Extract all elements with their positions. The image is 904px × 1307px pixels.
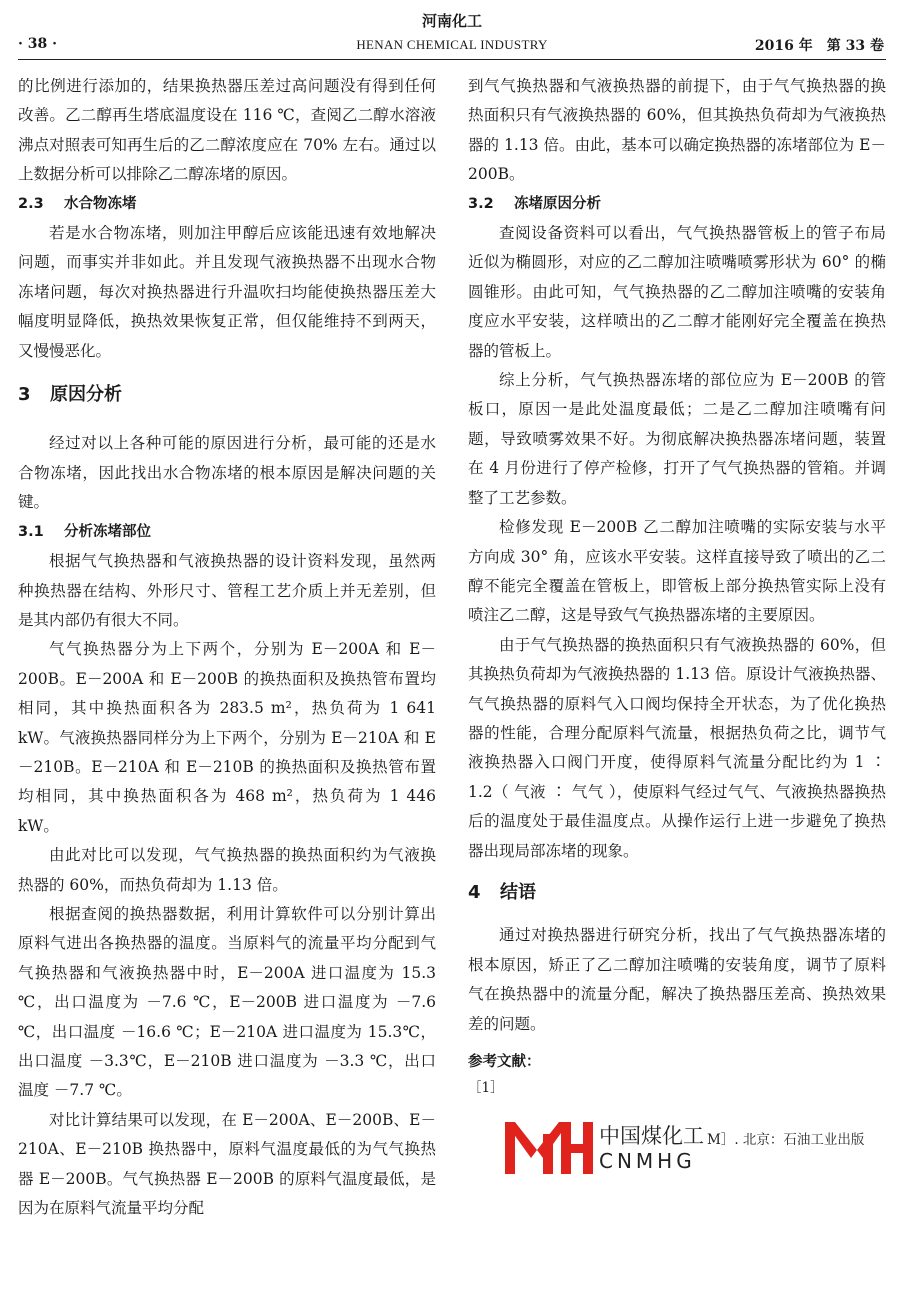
paragraph: 由此对比可以发现，气气换热器的换热面积约为气液换热器的 60%，而热负荷却为 1.13 倍。	[18, 846, 436, 894]
paragraph: 经过对以上各种可能的原因进行分析，最可能的还是水合物冻堵，因此找出水合物冻堵的根本原因是解决问题的关键。	[18, 434, 436, 512]
right-column	[468, 72, 886, 1101]
section-2-3-heading	[18, 190, 436, 219]
paragraph-intro: 的比例进行添加的，结果换热器压差过高问题没有得到任何改善。乙二醇再生塔底温度设在 116 ℃，查阅乙二醇水溶液沸点对照表可知再生后的乙二醇浓度应在 70% 左右。通过以上数据分析可以排除乙二醇冻堵的原因。	[18, 77, 436, 184]
section-number: 3.1	[18, 523, 44, 540]
section-title: 分析冻堵部位	[64, 523, 151, 540]
section-3-1-heading	[18, 518, 436, 547]
journal-title-cn: 河南化工	[421, 12, 482, 30]
section-4-heading	[468, 878, 886, 907]
section-title: 原因分析	[50, 384, 122, 406]
section-3-2-heading	[468, 190, 886, 219]
left-column	[18, 72, 436, 1223]
section-number: 2.3	[18, 195, 44, 212]
watermark-text-cn: 中国煤化工	[599, 1124, 704, 1148]
paragraph: 若是水合物冻堵，则加注甲醇后应该能迅速有效地解决问题，而事实并非如此。并且发现气液换热器不出现水合物冻堵问题，每次对换热器进行升温吹扫均能使换热器压差大幅度明显降低，换热效果恢复正常，但仅能维持不到两天，又慢慢恶化。	[18, 224, 436, 360]
header-rule	[18, 59, 886, 60]
paragraph: 查阅设备资料可以看出，气气换热器管板上的管子布局近似为椭圆形，对应的乙二醇加注喷嘴喷雾形状为 60° 的椭圆锥形。由此可知，气气换热器的乙二醇加注喷嘴的安装角度应水平安装，这样喷出的乙二醇才能刚好完全覆盖在换热器的管板上。	[468, 224, 886, 360]
references-heading: 参考文献：	[468, 1054, 541, 1070]
section-number: 3.2	[468, 195, 494, 212]
section-title: 冻堵原因分析	[514, 195, 601, 212]
paragraph: 检修发现 E－200B 乙二醇加注喷嘴的实际安装与水平方向成 30° 角，应该水平安装。这样直接导致了喷出的乙二醇不能完全覆盖在管板上，即管板上部分换热管实际上没有喷注乙二醇，这是导致气气换热器冻堵的主要原因。	[468, 518, 886, 625]
paragraph: 根据查阅的换热器数据，利用计算软件可以分别计算出原料气进出各换热器的温度。当原料气的流量平均分配到气气换热器和气液换热器中时，E－200A 进口温度为 15.3 ℃，出口温度为 －7.6 ℃，E－200B 进口温度为 －7.6 ℃，出口温度 －16.6 ℃；E－210A 进口温度为 15.3℃，出口温度 －3.3℃，E－210B 进口温度为 －3.3 ℃，出口温度 －7.7 ℃。	[18, 904, 436, 1100]
reference-1-number: ［1］	[468, 1080, 504, 1096]
page-number: · 38 ·	[18, 36, 57, 52]
section-number: 3	[18, 384, 31, 406]
paragraph: 由于气气换热器的换热面积只有气液换热器的 60%，但其换热负荷却为气液换热器的 1.13 倍。原设计气液换热器、气气换热器的原料气入口阀均保持全开状态，为了优化换热器的性能，合理分配原料气流量，根据热负荷之比，调节气液换热器入口阀门开度，使得原料气流量分配比约为 1 ∶ 1.2（ 气液 ∶ 气气 ），使原料气经过气气、气液换热器换热后的温度处于最佳温度点。从操作运行上进一步避免了换热器出现局部冻堵的现象。	[468, 635, 886, 860]
section-title: 结语	[500, 881, 536, 903]
journal-title-en: HENAN CHEMICAL INDUSTRY	[356, 37, 548, 52]
issue-info: 2016 年 第 33 卷	[754, 38, 884, 54]
logo-mark-icon	[503, 1116, 595, 1176]
section-title: 水合物冻堵	[64, 195, 137, 212]
watermark-logo	[503, 1116, 709, 1176]
paragraph: 对比计算结果可以发现，在 E－200A、E－200B、E－210A、E－210B 换热器中，原料气温度最低的为气气换热器 E－200B。气气换热器 E－200B 的原料气温度最低，是因为在原料气流量平均分配	[18, 1110, 436, 1218]
watermark-text-en: CNMHG	[599, 1149, 696, 1173]
reference-1-tail: M］. 北京：石油工业出版	[707, 1132, 865, 1148]
paragraph: 通过对换热器进行研究分析，找出了气气换热器冻堵的根本原因，矫正了乙二醇加注喷嘴的安装角度，调节了原料气在换热器中的流量分配，解决了换热器压差高、换热效果差的问题。	[468, 926, 886, 1033]
paragraph: 气气换热器分为上下两个，分别为 E－200A 和 E－200B。E－200A 和 E－200B 的换热面积及换热管布置均相同，其中换热面积各为 283.5 m²，热负荷为 1 641 kW。气液换热器同样分为上下两个，分别为 E－210A 和 E－210B。E－210A 和 E－210B 的换热面积及换热管布置均相同，其中换热面积各为 468 m²，热负荷为 1 446 kW。	[18, 640, 436, 835]
paragraph-continued: 到气气换热器和气液换热器的前提下，由于气气换热器的换热面积只有气液换热器的 60%，但其换热负荷却为气液换热器的 1.13 倍。由此，基本可以确定换热器的冻堵部位为 E－200B。	[468, 77, 886, 184]
section-number: 4	[468, 881, 481, 903]
paragraph: 根据气气换热器和气液换热器的设计资料发现，虽然两种换热器在结构、外形尺寸、管程工艺介质上并无差别，但是其内部仍有很大不同。	[18, 552, 436, 629]
section-3-heading	[18, 380, 436, 409]
paragraph: 综上分析，气气换热器冻堵的部位应为 E－200B 的管板口，原因一是此处温度最低；二是乙二醇加注喷嘴有问题，导致喷雾效果不好。为彻底解决换热器冻堵问题，装置在 4 月份进行了停产检修，打开了气气换热器的管箱。并调整了工艺参数。	[468, 371, 886, 507]
